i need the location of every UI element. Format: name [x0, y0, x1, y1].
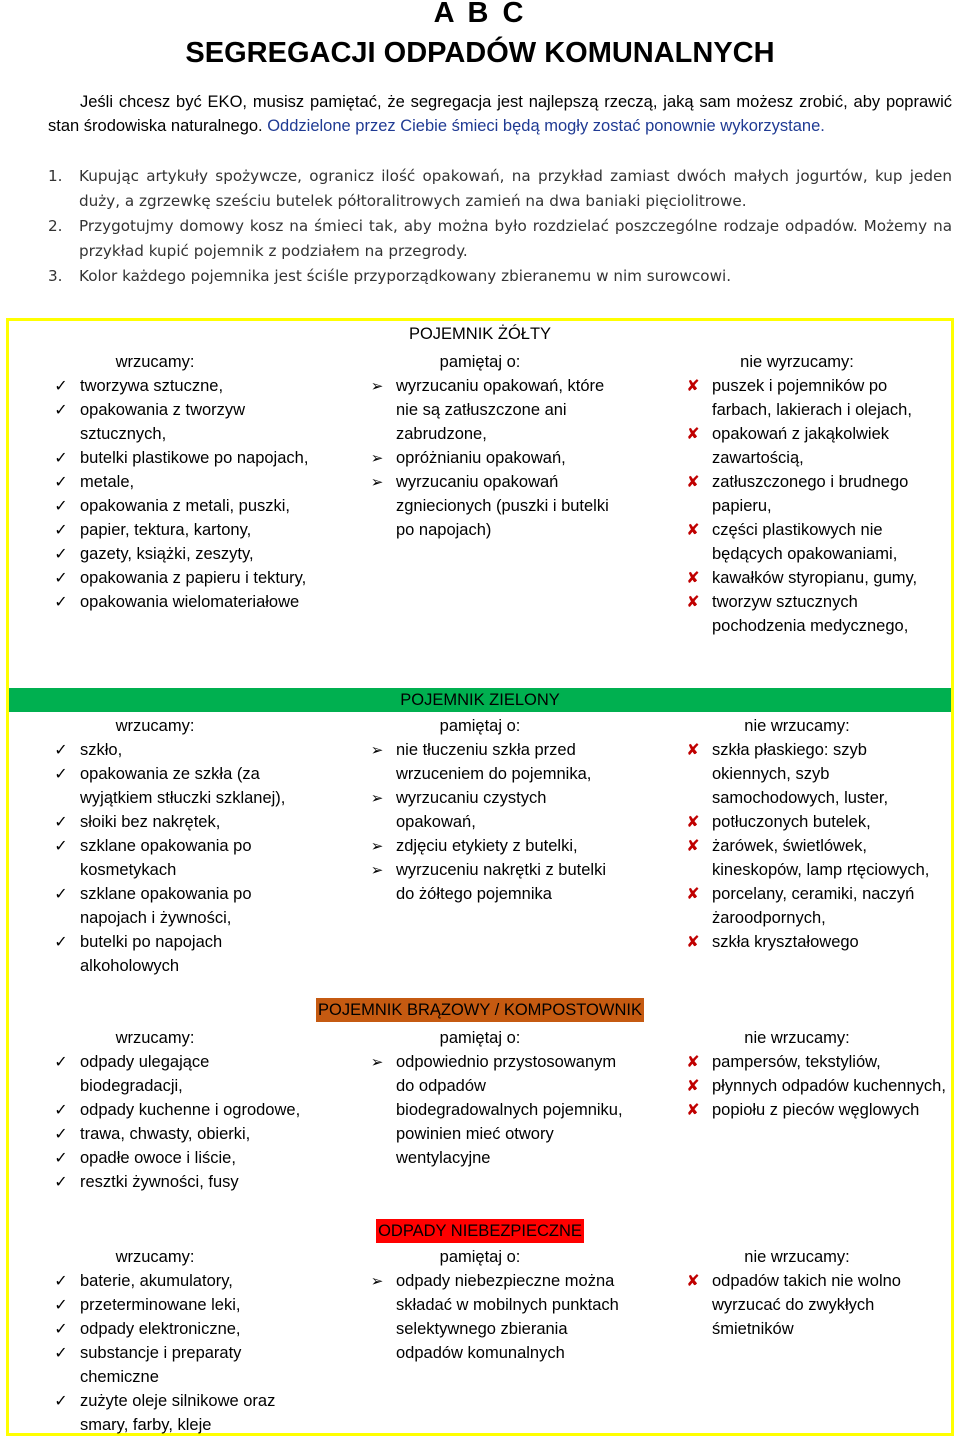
list-item-text: potłuczonych butelek, — [712, 813, 871, 831]
list-item-text: odpady elektroniczne, — [80, 1320, 241, 1338]
list-item — [678, 1074, 950, 1098]
list-item — [678, 738, 950, 810]
list-item-text: zdjęciu etykiety z butelki, — [396, 837, 578, 855]
check-icon: ✓ — [54, 592, 68, 611]
column-list — [362, 1050, 628, 1170]
check-icon: ✓ — [54, 764, 68, 783]
list-item — [678, 834, 950, 882]
list-item — [46, 494, 316, 518]
section-hazardous-header — [6, 1219, 954, 1243]
list-item — [46, 470, 316, 494]
check-icon: ✓ — [54, 472, 68, 491]
list-item-text: żarówek, świetlówek, kineskopów, lamp rtęciowych, — [712, 837, 930, 879]
intro-paragraph — [48, 90, 952, 138]
column-heading: wrzucamy: — [115, 1029, 195, 1047]
section-green-header — [9, 688, 951, 712]
list-item — [46, 1317, 316, 1341]
cross-icon: ✘ — [686, 836, 700, 855]
list-item — [678, 566, 950, 590]
list-item-text: porcelany, ceramiki, naczyń żaroodpornych, — [712, 885, 915, 927]
column-heading: nie wrzucamy: — [744, 1029, 850, 1047]
list-item-text: trawa, chwasty, obierki, — [80, 1125, 251, 1143]
check-icon: ✓ — [54, 932, 68, 951]
list-item-text: pampersów, tekstyliów, — [712, 1053, 881, 1071]
arrow-icon: ➢ — [370, 1272, 384, 1290]
cross-icon: ✘ — [686, 568, 700, 587]
list-item-text: części plastikowych nie będących opakowaniami, — [712, 521, 898, 563]
check-icon: ✓ — [54, 1295, 68, 1314]
list-item-text: gazety, książki, zeszyty, — [80, 545, 254, 563]
cross-icon: ✘ — [686, 424, 700, 443]
list-item-text: odpady kuchenne i ogrodowe, — [80, 1101, 301, 1119]
list-item — [678, 590, 950, 638]
list-item-text: odpady niebezpieczne można składać w mobilnych punktach selektywnego zbierania odpadów komunalnych — [396, 1272, 619, 1362]
section-brown-header — [6, 998, 954, 1022]
column-heading: pamiętaj o: — [439, 717, 521, 735]
cross-icon: ✘ — [686, 592, 700, 611]
list-item — [46, 1050, 316, 1098]
check-icon: ✓ — [54, 400, 68, 419]
list-item — [678, 518, 950, 566]
list-item-text: kawałków styropianu, gumy, — [712, 569, 918, 587]
cross-icon: ✘ — [686, 376, 700, 395]
list-item-text: opakowania z metali, puszki, — [80, 497, 291, 515]
list-item — [46, 1293, 316, 1317]
column-list — [46, 374, 316, 614]
list-item-text: papier, tektura, kartony, — [80, 521, 252, 539]
list-item-text: opakowań z jakąkolwiek zawartością, — [712, 425, 890, 467]
list-item — [46, 738, 316, 762]
arrow-icon: ➢ — [370, 861, 384, 879]
list-item — [678, 810, 950, 834]
list-item — [678, 374, 950, 422]
list-item — [362, 374, 628, 446]
list-item — [46, 810, 316, 834]
list-item-text: opakowania z tworzyw sztucznych, — [80, 401, 246, 443]
rule-item — [48, 264, 952, 289]
rule-item — [48, 214, 952, 264]
check-icon: ✓ — [54, 1052, 68, 1071]
column-heading: nie wrzucamy: — [744, 1248, 850, 1266]
column-heading: nie wyrzucamy: — [740, 353, 854, 371]
list-item — [46, 542, 316, 566]
column-heading: wrzucamy: — [115, 353, 195, 371]
list-item — [362, 738, 628, 786]
rule-text: Kupując artykuły spożywcze, ogranicz ilość opakowań, na przykład zamiast dwóch małych jogurtów, kup jeden duży, a zgrzewkę sześciu butelek półtoralitrowych zamień na dwa baniaki pięciolitrowe. — [79, 167, 952, 210]
list-item — [678, 1098, 950, 1122]
check-icon: ✓ — [54, 1124, 68, 1143]
arrow-icon: ➢ — [370, 377, 384, 395]
column-heading: pamiętaj o: — [439, 353, 521, 371]
list-item-text: odpady ulegające biodegradacji, — [80, 1053, 210, 1095]
arrow-icon: ➢ — [370, 741, 384, 759]
cross-icon: ✘ — [686, 812, 700, 831]
list-item-text: butelki plastikowe po napojach, — [80, 449, 309, 467]
rules-list — [48, 164, 952, 289]
list-item — [678, 1050, 950, 1074]
check-icon: ✓ — [54, 1271, 68, 1290]
column-heading: wrzucamy: — [115, 1248, 195, 1266]
arrow-icon: ➢ — [370, 789, 384, 807]
list-item — [46, 1269, 316, 1293]
list-item-text: puszek i pojemników po farbach, lakierach i olejach, — [712, 377, 912, 419]
list-item-text: szklane opakowania po kosmetykach — [80, 837, 252, 879]
check-icon: ✓ — [54, 520, 68, 539]
intro-text-blue: Oddzielone przez Ciebie śmieci będą mogły zostać ponownie wykorzystane. — [262, 117, 825, 135]
list-item — [362, 470, 628, 542]
cross-icon: ✘ — [686, 1052, 700, 1071]
list-item-text: wyrzucaniu opakowań zgniecionych (puszki i butelki po napojach) — [396, 473, 609, 539]
list-item-text: baterie, akumulatory, — [80, 1272, 233, 1290]
rule-number: 3. — [48, 267, 63, 285]
list-item — [678, 470, 950, 518]
column-heading: nie wrzucamy: — [744, 717, 850, 735]
list-item — [46, 374, 316, 398]
list-item — [46, 518, 316, 542]
check-icon: ✓ — [54, 544, 68, 563]
list-item-text: opakowania wielomateriałowe — [80, 593, 300, 611]
intro-text-black: Jeśli chcesz być EKO, musisz pamiętać, że segregacja jest najlepszą rzeczą, jaką sam możesz zrobić, aby poprawić stan środowiska naturalnego. — [48, 93, 952, 135]
rule-text: Przygotujmy domowy kosz na śmieci tak, aby można było rozdzielać poszczególne rodzaje odpadów. Możemy na przykład kupić pojemnik z podziałem na przegrody. — [79, 217, 952, 260]
list-item-text: szkło, — [80, 741, 123, 759]
list-item — [678, 422, 950, 470]
list-item-text: butelki po napojach alkoholowych — [80, 933, 223, 975]
check-icon: ✓ — [54, 1343, 68, 1362]
list-item — [678, 1269, 950, 1341]
section-title: POJEMNIK ZIELONY — [400, 691, 560, 709]
check-icon: ✓ — [54, 836, 68, 855]
list-item-text: zużyte oleje silnikowe oraz smary, farby, kleje — [80, 1392, 276, 1434]
check-icon: ✓ — [54, 1148, 68, 1167]
column-list — [678, 1050, 950, 1122]
list-item-text: resztki żywności, fusy — [80, 1173, 239, 1191]
list-item — [46, 882, 316, 930]
list-item — [46, 762, 316, 810]
list-item-text: tworzyw sztucznych pochodzenia medycznego, — [712, 593, 909, 635]
check-icon: ✓ — [54, 496, 68, 515]
list-item — [678, 882, 950, 930]
check-icon: ✓ — [54, 568, 68, 587]
list-item-text: zatłuszczonego i brudnego papieru, — [712, 473, 909, 515]
list-item — [46, 1341, 316, 1389]
list-item-text: wyrzuceniu nakrętki z butelki do żółtego pojemnika — [396, 861, 607, 903]
section-title: POJEMNIK BRĄZOWY / KOMPOSTOWNIK — [316, 998, 644, 1022]
list-item — [46, 834, 316, 882]
section-yellow-header — [6, 322, 954, 346]
list-item-text: przeterminowane leki, — [80, 1296, 241, 1314]
cross-icon: ✘ — [686, 740, 700, 759]
list-item — [46, 566, 316, 590]
list-item — [46, 446, 316, 470]
list-item-text: tworzywa sztuczne, — [80, 377, 224, 395]
column-list — [362, 1269, 628, 1365]
cross-icon: ✘ — [686, 472, 700, 491]
check-icon: ✓ — [54, 884, 68, 903]
cross-icon: ✘ — [686, 520, 700, 539]
list-item-text: słoiki bez nakrętek, — [80, 813, 221, 831]
list-item — [362, 446, 628, 470]
column-list — [362, 374, 628, 542]
column-heading: wrzucamy: — [115, 717, 195, 735]
list-item — [362, 1269, 628, 1365]
column-heading: pamiętaj o: — [439, 1248, 521, 1266]
list-item-text: popiołu z pieców węglowych — [712, 1101, 920, 1119]
list-item-text: wyrzucaniu czystych opakowań, — [396, 789, 547, 831]
list-item-text: szkła kryształowego — [712, 933, 859, 951]
list-item-text: opróżnianiu opakowań, — [396, 449, 566, 467]
list-item — [46, 1098, 316, 1122]
column-list — [46, 1050, 316, 1194]
cross-icon: ✘ — [686, 1100, 700, 1119]
check-icon: ✓ — [54, 1100, 68, 1119]
list-item — [46, 590, 316, 614]
title-line-2: SEGREGACJI ODPADÓW KOMUNALNYCH — [185, 37, 775, 69]
list-item-text: opakowania ze szkła (za wyjątkiem stłuczki szklanej), — [80, 765, 286, 807]
list-item-text: metale, — [80, 473, 135, 491]
cross-icon: ✘ — [686, 1076, 700, 1095]
rule-number: 2. — [48, 217, 63, 235]
list-item-text: opakowania z papieru i tektury, — [80, 569, 307, 587]
check-icon: ✓ — [54, 1391, 68, 1410]
section-title: POJEMNIK ŻÓŁTY — [408, 325, 552, 343]
cross-icon: ✘ — [686, 884, 700, 903]
arrow-icon: ➢ — [370, 473, 384, 491]
check-icon: ✓ — [54, 448, 68, 467]
list-item — [678, 930, 950, 954]
list-item-text: opadłe owoce i liście, — [80, 1149, 236, 1167]
list-item-text: szkła płaskiego: szyb okiennych, szyb samochodowych, luster, — [712, 741, 889, 807]
list-item — [46, 1146, 316, 1170]
check-icon: ✓ — [54, 740, 68, 759]
arrow-icon: ➢ — [370, 837, 384, 855]
list-item-text: substancje i preparaty chemiczne — [80, 1344, 242, 1386]
list-item — [362, 1050, 628, 1170]
title-line-1: A B C — [433, 0, 527, 29]
arrow-icon: ➢ — [370, 449, 384, 467]
list-item — [46, 398, 316, 446]
list-item — [362, 834, 628, 858]
list-item-text: odpowiednio przystosowanym do odpadów biodegradowalnych pojemniku, powinien mieć otwory wentylacyjne — [396, 1053, 623, 1167]
column-list — [678, 1269, 950, 1341]
check-icon: ✓ — [54, 376, 68, 395]
check-icon: ✓ — [54, 1319, 68, 1338]
list-item-text: odpadów takich nie wolno wyrzucać do zwykłych śmietników — [712, 1272, 901, 1338]
section-title: ODPADY NIEBEZPIECZNE — [376, 1219, 584, 1243]
list-item — [46, 1170, 316, 1194]
column-list — [46, 1269, 316, 1437]
check-icon: ✓ — [54, 1172, 68, 1191]
rule-number: 1. — [48, 167, 63, 185]
column-heading: pamiętaj o: — [439, 1029, 521, 1047]
list-item-text: wyrzucaniu opakowań, które nie są zatłuszczone ani zabrudzone, — [396, 377, 605, 443]
cross-icon: ✘ — [686, 1271, 700, 1290]
list-item — [362, 858, 628, 906]
arrow-icon: ➢ — [370, 1053, 384, 1071]
rule-text: Kolor każdego pojemnika jest ściśle przyporządkowany zbieranemu w nim surowcowi. — [79, 267, 732, 285]
list-item — [362, 786, 628, 834]
column-list — [362, 738, 628, 906]
rule-item — [48, 164, 952, 214]
list-item — [46, 930, 316, 978]
column-list — [678, 374, 950, 638]
check-icon: ✓ — [54, 812, 68, 831]
list-item — [46, 1389, 316, 1437]
list-item-text: płynnych odpadów kuchennych, — [712, 1077, 946, 1095]
list-item-text: szklane opakowania po napojach i żywności, — [80, 885, 252, 927]
column-list — [678, 738, 950, 954]
cross-icon: ✘ — [686, 932, 700, 951]
list-item-text: nie tłuczeniu szkła przed wrzuceniem do pojemnika, — [396, 741, 592, 783]
column-list — [46, 738, 316, 978]
list-item — [46, 1122, 316, 1146]
